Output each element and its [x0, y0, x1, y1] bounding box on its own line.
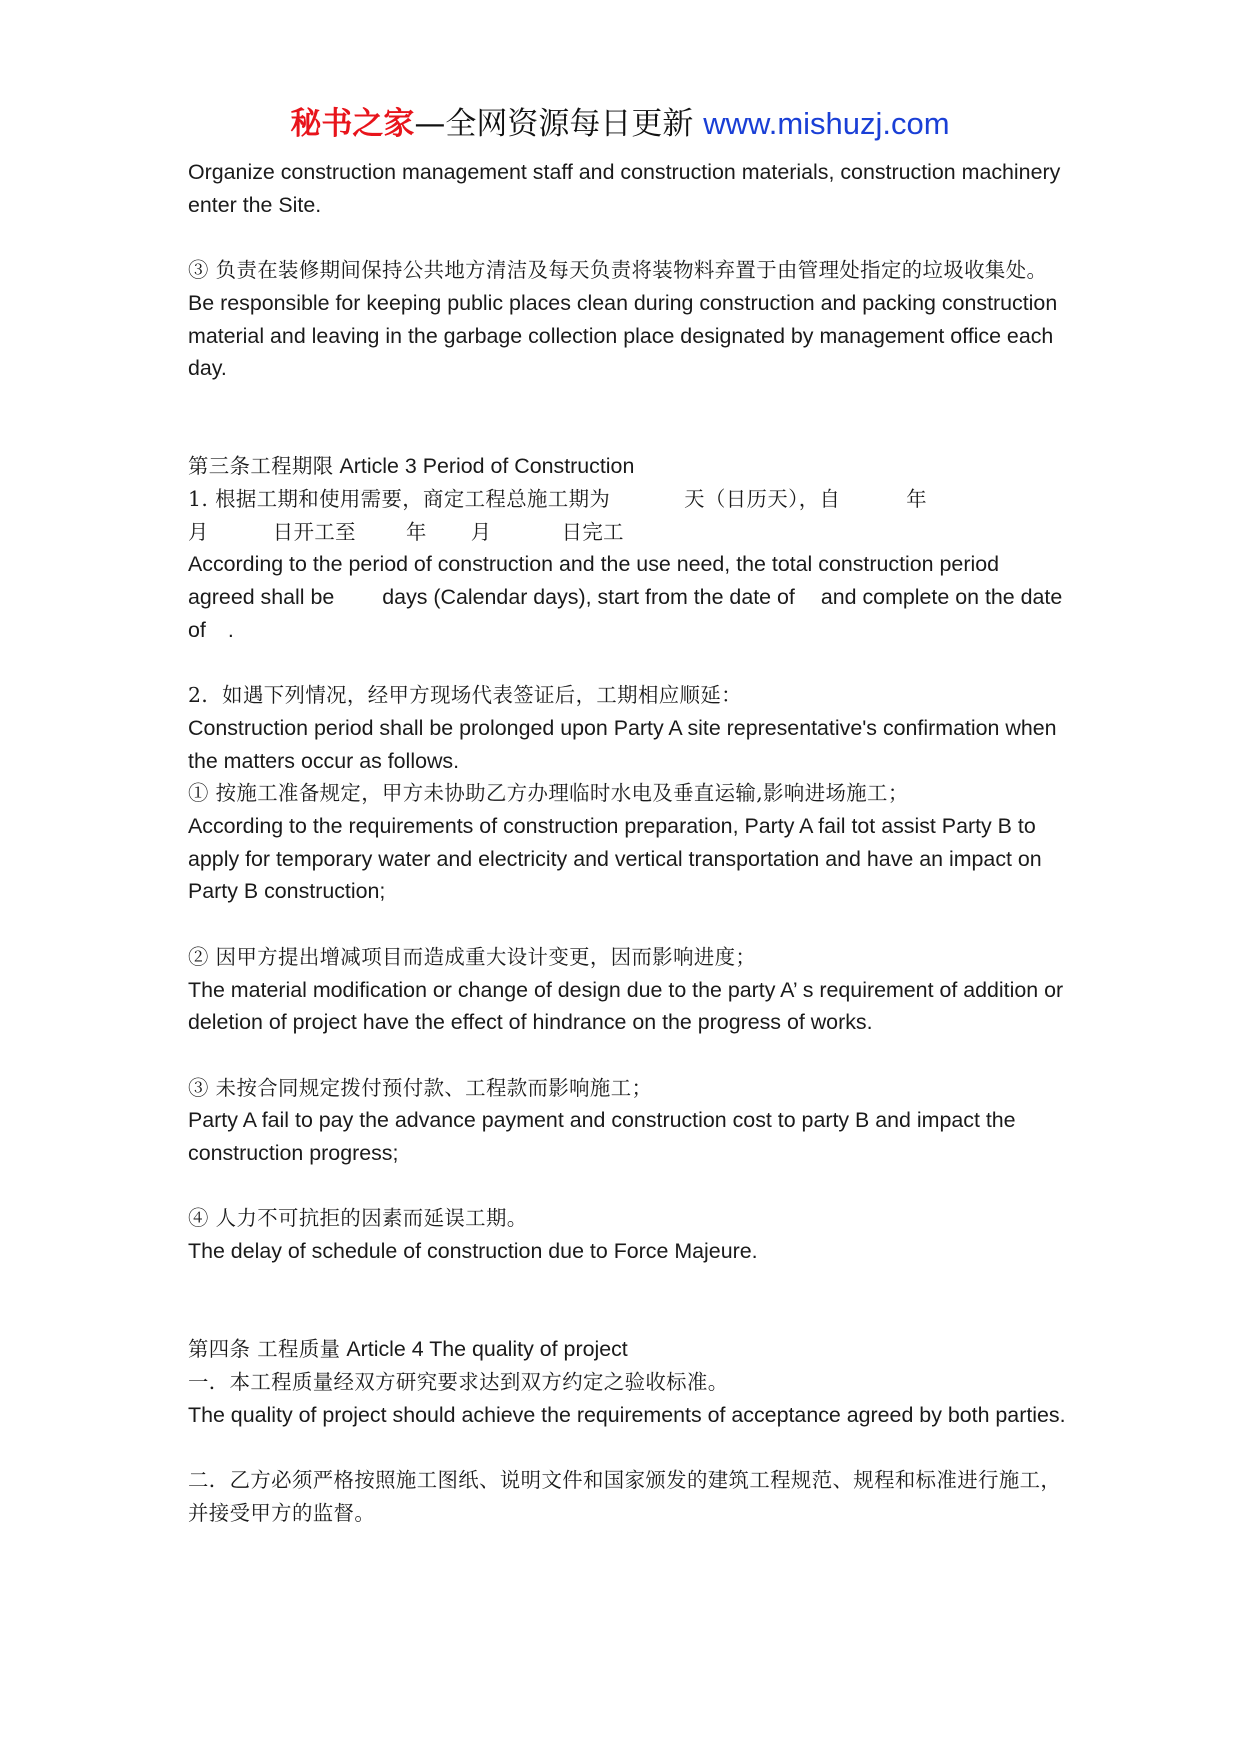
item-4-zh: ④ 人力不可抗拒的因素而延误工期。 — [188, 1206, 528, 1231]
clause-1-zh-part-c: 年 — [906, 487, 928, 511]
item-3-en: Party A fail to pay the advance payment and construction cost to party B and impact the construction progress; — [188, 1108, 1016, 1166]
clause-1-zh-part-a: 1. 根据工期和使用需要，商定工程总施工期为 — [188, 487, 611, 511]
article-3-clause-2-en: Construction period shall be prolonged upon Party A site representative's confirmation when the matters occur as follows. — [188, 715, 1057, 773]
brand-name: 秘书之家 — [290, 106, 415, 142]
article-3-clause-1-zh-line2 — [188, 516, 1068, 549]
item-1-zh: ① 按施工准备规定，甲方未协助乙方办理临时水电及垂直运输,影响进场施工； — [188, 781, 909, 806]
clause-1-en-part-c: and complete on the date of — [188, 585, 1063, 642]
clause-1-zh-part-g: 月 — [470, 519, 492, 544]
clause-1-zh-part-b: 天（日历天），自 — [684, 487, 841, 511]
article-3-clause-2-zh: 2．如遇下列情况，经甲方现场代表签证后，工期相应顺延： — [188, 683, 742, 708]
article-4-heading — [188, 1333, 1068, 1366]
item-2-zh: ② 因甲方提出增减项目而造成重大设计变更，因而影响进度； — [188, 944, 757, 969]
clause-1-zh-part-h: 日完工 — [561, 519, 624, 544]
paragraph-cleanliness-en: Be responsible for keeping public places clean during construction and packing construction material and leaving in the garbage collection place designated by management office each day. — [188, 290, 1058, 381]
clause-1-en-part-b: days (Calendar days), start from the date of — [382, 585, 795, 610]
article-4-clause-1-en: The quality of project should achieve the requirements of acceptance agreed by both parties. — [188, 1402, 1066, 1427]
clause-1-zh-part-f: 年 — [405, 519, 427, 544]
article-3-heading-en: Article 3 Period of Construction — [333, 454, 635, 479]
article-4-clause-1-zh: 一．本工程质量经双方研究要求达到双方约定之验收标准。 — [188, 1369, 729, 1394]
item-1-en: According to the requirements of construction preparation, Party A fail tot assist Party B to apply for temporary water and electricity and vertical transportation and have an impact on Party B construction; — [188, 814, 1042, 904]
article-3-clause-1-en — [188, 548, 1068, 646]
page-header — [0, 100, 1240, 148]
article-3-heading — [188, 450, 1068, 483]
item-4-en: The delay of schedule of construction due to Force Majeure. — [188, 1239, 758, 1264]
article-3-heading-zh: 第三条工程期限 — [188, 454, 334, 479]
item-3-zh: ③ 未按合同规定拨付预付款、工程款而影响施工； — [188, 1075, 653, 1100]
paragraph-organize-staff: Organize construction management staff and construction materials, construction machinery enter the Site. — [188, 160, 1061, 217]
header-url-link[interactable]: www.mishuzj.com — [703, 106, 950, 141]
paragraph-cleanliness-zh: ③ 负责在装修期间保持公共地方清洁及每天负责将装物料弃置于由管理处指定的垃圾收集处。 — [188, 258, 1048, 283]
article-4-heading-en: Article 4 The quality of project — [340, 1337, 628, 1362]
document-body — [188, 156, 1068, 1529]
clause-1-zh-part-e: 日开工至 — [272, 519, 356, 544]
clause-1-en-part-d: . — [227, 617, 234, 642]
clause-1-en-part-a: According to the period of construction and the use need, the total construction period agreed shall be — [188, 552, 999, 610]
article-3-clause-1-zh — [188, 483, 1068, 516]
clause-1-zh-part-d: 月 — [188, 519, 209, 544]
item-2-en: The material modification or change of design due to the party A’ s requirement of addition or deletion of project have the effect of hindrance on the progress of works. — [188, 977, 1064, 1035]
header-tagline: —全网资源每日更新 — [414, 106, 704, 142]
article-4-heading-zh: 第四条 工程质量 — [188, 1337, 341, 1362]
article-4-clause-2-zh: 二．乙方必须严格按照施工图纸、说明文件和国家颁发的建筑工程规范、规程和标准进行施工，并接受甲方的监督。 — [188, 1468, 1062, 1525]
